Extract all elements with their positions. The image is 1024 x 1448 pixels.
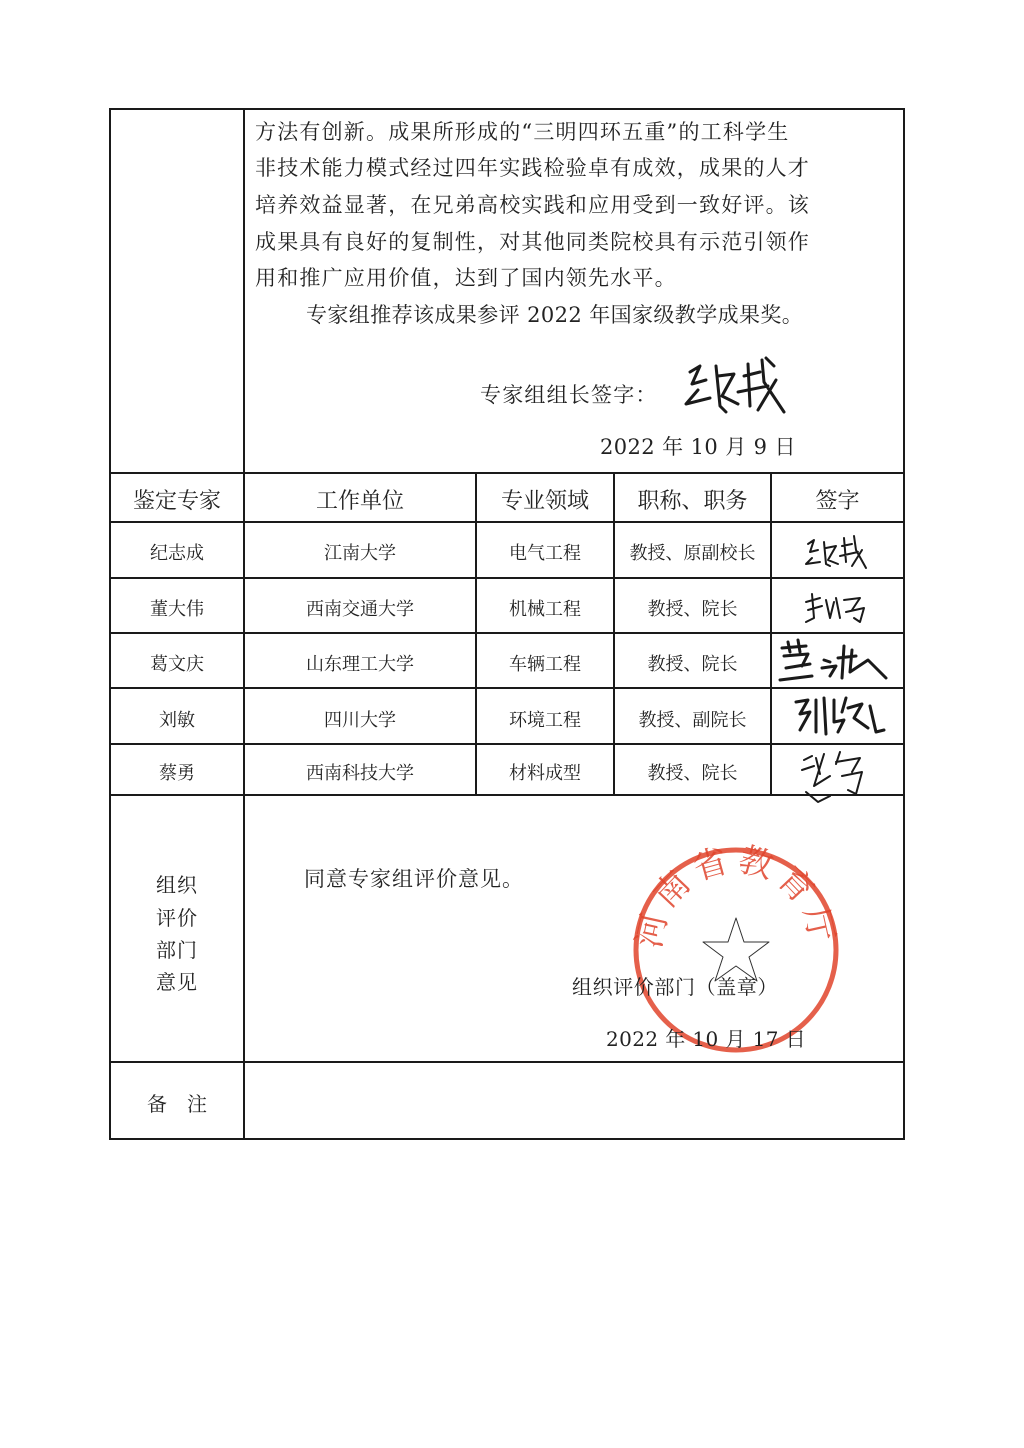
expert-unit: 江南大学 bbox=[324, 543, 396, 564]
expert-title: 教授、院长 bbox=[647, 654, 738, 675]
expert-unit: 山东理工大学 bbox=[306, 654, 414, 675]
remarks-label: 备 注 bbox=[147, 1092, 207, 1116]
expert-name: 蔡勇 bbox=[159, 763, 195, 784]
expert-name: 葛文庆 bbox=[150, 654, 204, 675]
expert-signature bbox=[800, 532, 870, 572]
table-row-divider bbox=[109, 743, 905, 745]
header-field: 专业领域 bbox=[500, 489, 589, 514]
opinion-line: 方法有创新。成果所形成的“三明四环五重”的工科学生 bbox=[255, 120, 790, 144]
opinion-line: 成果具有良好的复制性，对其他同类院校具有示范引领作 bbox=[255, 230, 810, 254]
org-opinion-text: 同意专家组评价意见。 bbox=[304, 867, 524, 891]
expert-field: 机械工程 bbox=[509, 599, 581, 620]
org-date: 2022 年 10 月 17 日 bbox=[606, 1027, 806, 1051]
org-label-line: 意见 bbox=[156, 970, 198, 994]
expert-signature bbox=[790, 692, 886, 740]
expert-unit: 四川大学 bbox=[324, 710, 396, 731]
expert-field: 车辆工程 bbox=[509, 654, 581, 675]
opinion-line: 用和推广应用价值，达到了国内领先水平。 bbox=[255, 266, 677, 290]
expert-signature bbox=[772, 636, 890, 688]
table-row-divider bbox=[109, 521, 905, 523]
header-title: 职称、职务 bbox=[637, 489, 748, 514]
expert-name: 刘敏 bbox=[159, 710, 195, 731]
recommendation-text: 专家组推荐该成果参评 2022 年国家级教学成果奖。 bbox=[306, 303, 804, 327]
table-row-divider bbox=[109, 632, 905, 634]
table-border-bottom bbox=[109, 1138, 905, 1140]
expert-title: 教授、原副校长 bbox=[629, 543, 756, 564]
org-label-line: 部门 bbox=[156, 938, 198, 962]
leader-signature-label: 专家组组长签字： bbox=[480, 383, 658, 407]
expert-signature bbox=[796, 746, 872, 812]
expert-title: 教授、院长 bbox=[647, 763, 738, 784]
header-signature: 签字 bbox=[815, 489, 860, 514]
leader-signature bbox=[676, 352, 796, 422]
table-border-top bbox=[109, 108, 905, 110]
expert-unit: 西南交通大学 bbox=[306, 599, 414, 620]
opinion-line: 培养效益显著，在兄弟高校实践和应用受到一致好评。该 bbox=[255, 193, 810, 217]
expert-unit: 西南科技大学 bbox=[306, 763, 414, 784]
table-border-right bbox=[903, 108, 905, 1140]
table-row-divider bbox=[109, 794, 905, 796]
remarks-content bbox=[245, 1063, 903, 1138]
expert-signature bbox=[800, 588, 870, 628]
expert-field: 材料成型 bbox=[509, 763, 581, 784]
table-row-divider bbox=[109, 472, 905, 474]
expert-field: 电气工程 bbox=[509, 543, 581, 564]
header-unit: 工作单位 bbox=[315, 489, 404, 514]
opinion-line: 非技术能力模式经过四年实践检验卓有成效，成果的人才 bbox=[255, 156, 810, 180]
header-expert: 鉴定专家 bbox=[132, 489, 221, 514]
opinion-date: 2022 年 10 月 9 日 bbox=[600, 435, 796, 459]
expert-name: 董大伟 bbox=[150, 599, 204, 620]
expert-name: 纪志成 bbox=[150, 543, 204, 564]
expert-title: 教授、副院长 bbox=[638, 710, 747, 731]
expert-field: 环境工程 bbox=[509, 710, 581, 731]
table-row-divider bbox=[109, 577, 905, 579]
expert-title: 教授、院长 bbox=[647, 599, 738, 620]
table-label-column-divider bbox=[243, 108, 245, 1140]
seal-text: 河南省教育厅 bbox=[629, 840, 843, 952]
org-stamp-label: 组织评价部门（盖章） bbox=[572, 975, 778, 999]
org-label-line: 评价 bbox=[156, 906, 198, 930]
org-label-line: 组织 bbox=[156, 873, 198, 897]
svg-text:河南省教育厅 bbox=[629, 840, 843, 951]
